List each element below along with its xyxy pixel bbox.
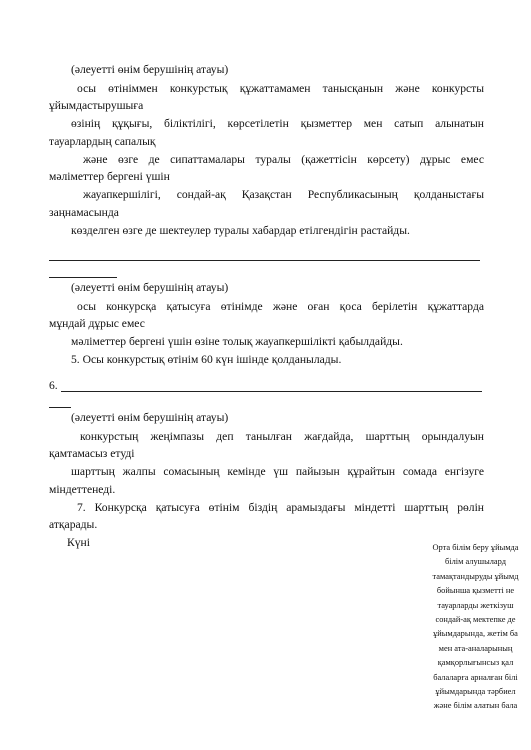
block1-line-9: заңнамасында (49, 206, 119, 219)
appendix-note-line: Орта білім беру ұйымда (432, 543, 519, 552)
block1-line-5: тауарлардың сапалық (49, 135, 156, 148)
appendix-note (420, 541, 531, 714)
clause-7: 7. Конкурсқа қатысуға өтінім біздің арамыздағы міндетті шарттың рөлін (77, 501, 484, 514)
appendix-note-line: тамақтандыруды ұйымд (432, 571, 519, 581)
block3-line-4: шарттың жалпы сомасының кемінде үш пайызын құрайтын сомада енгізуге (71, 465, 484, 478)
clause-6-number: 6. (49, 379, 58, 392)
block2-line-4: мәліметтер бергені үшін өзіне толық жауапкершілікті қабылдайды. (71, 335, 403, 348)
supplier-name-caption-1: (әлеуетті өнім берушінің атауы) (71, 63, 229, 76)
block1-line-2: осы өтініммен конкурстық құжаттамамен танысқанын және конкурсты (77, 82, 484, 95)
appendix-note-line: қамқорлығынсыз қал (437, 658, 514, 668)
block2-line-2: осы конкурсқа қатысуға өтінімде және оған қоса берілетін құжаттарда (77, 300, 484, 313)
appendix-note-line: ұйымдарында, жетім ба (433, 629, 518, 639)
block1-line-3: ұйымдастырушыға (49, 99, 144, 112)
date-label: Күні (67, 536, 90, 549)
fill-in-line-continuation (49, 407, 71, 408)
block2-line-3: мұндай дұрыс емес (49, 317, 145, 330)
block1-line-7: мәліметтер бергені үшін (49, 170, 170, 183)
appendix-note-line: ұйымдарында тәрбиел (435, 686, 516, 696)
appendix-note-line: білім алушылард (445, 557, 506, 567)
block3-line-2: конкурстың жеңімпазы деп танылған жағдайда, шарттың орындалуын (80, 430, 484, 443)
block3-line-5: міндеттенеді. (49, 483, 116, 496)
appendix-note-line: мен ата-аналарының (438, 643, 513, 653)
appendix-note-line: тауарларды жеткізуш (437, 600, 514, 610)
supplier-name-caption-3: (әлеуетті өнім берушінің атауы) (71, 411, 229, 424)
block1-line-8: жауапкершілігі, сондай-ақ Қазақстан Республикасының қолданыстағы (83, 188, 484, 201)
fill-in-line (61, 391, 482, 392)
appendix-note-line: және білім алатын бала (433, 701, 518, 711)
appendix-note-line: бойынша қызметті не (436, 586, 515, 596)
clause-5: 5. Осы конкурстық өтінім 60 күн ішінде қолданылады. (71, 353, 342, 366)
supplier-name-caption-2: (әлеуетті өнім берушінің атауы) (71, 281, 229, 294)
appendix-note-line: балаларға арналған білі (433, 672, 518, 682)
clause-7-continuation: атқарады. (49, 518, 98, 531)
appendix-note-line: сондай-ақ мектепке де (435, 614, 516, 624)
block3-line-3: қамтамасыз етуді (49, 447, 135, 460)
fill-in-line (49, 260, 480, 261)
block1-line-4: өзінің құқығы, біліктілігі, көрсетілетін қызметтер мен сатып алынатын (71, 117, 484, 130)
block1-line-6: және өзге де сипаттамалары туралы (қажеттісін көрсету) дұрыс емес (83, 153, 484, 166)
fill-in-line-continuation (49, 277, 117, 278)
block1-line-10: көзделген өзге де шектеулер туралы хабардар етілгендігін растайды. (71, 224, 410, 237)
